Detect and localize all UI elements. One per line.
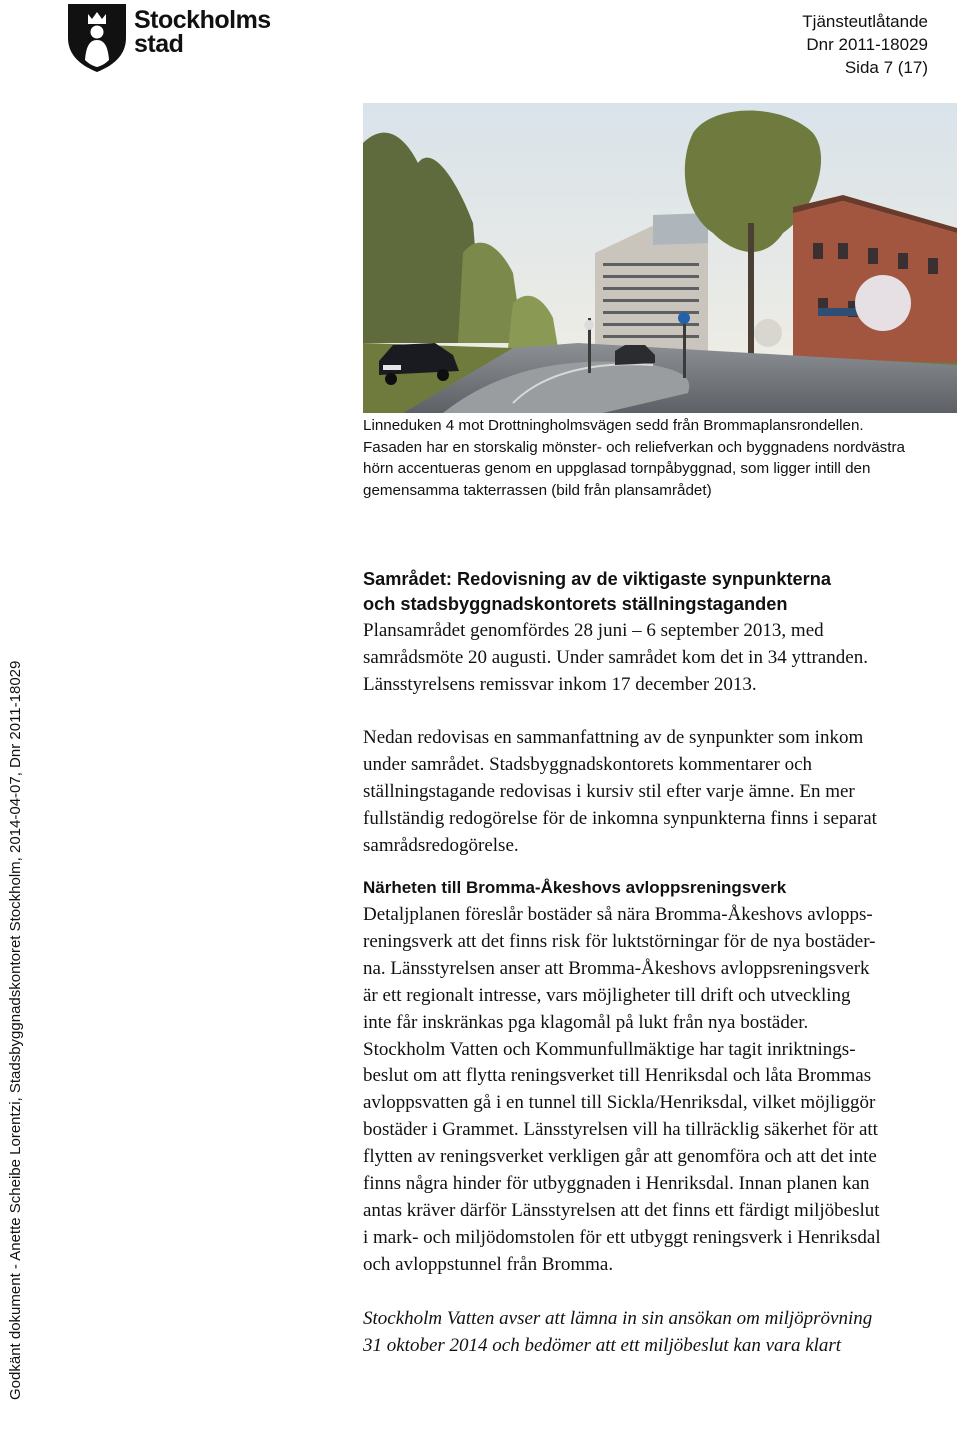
subheading-text: Närheten till Bromma-Åkeshovs avloppsreningsverk (363, 878, 787, 897)
paragraph-line: beslut om att flytta reningsverket till Henriksdal och låta Brommas (363, 1065, 872, 1087)
paragraph-line: Stockholm Vatten avser att lämna in sin ansökan om miljöprövning (363, 1308, 873, 1329)
paragraph-line: i mark- och miljödomstolen för ett utbyggt reningsverk i Henriksdal (363, 1226, 881, 1248)
caption-line: gemensamma takterrassen (bild från plansamrådet) (363, 481, 712, 499)
document-header (802, 10, 928, 79)
approval-stamp-text: Godkänt dokument - Anette Scheibe Lorentzi, Stadsbyggnadskontoret Stockholm, 2014-04-07, Dnr 2011-18029 (7, 660, 24, 1400)
paragraph-consultation-dates (363, 618, 953, 699)
paragraph-line: 31 oktober 2014 och bedömer att ett miljöbeslut kan vara klart (363, 1334, 842, 1356)
section-heading-line: och stadsbyggnadskontorets ställningstaganden (363, 594, 788, 614)
logo-line-1: Stockholms (134, 6, 271, 34)
document-number: Dnr 2011-18029 (806, 35, 928, 54)
page-number: Sida 7 (17) (844, 58, 928, 77)
paragraph-line: samrådsredogörelse. (363, 834, 519, 856)
paragraph-line: Nedan redovisas en sammanfattning av de synpunkter som inkom (363, 727, 864, 748)
paragraph-line: Plansamrådet genomfördes 28 juni – 6 september 2013, med (363, 620, 824, 641)
paragraph-line: na. Länsstyrelsen anser att Bromma-Åkeshovs avloppsreningsverk (363, 957, 870, 979)
paragraph-line: avloppsvatten gå i en tunnel till Sickla/Henriksdal, vilket möjliggör (363, 1092, 876, 1114)
caption-line: Linneduken 4 mot Drottningholmsvägen sedd från Brommaplansrondellen. (363, 417, 864, 434)
paragraph-line: bostäder i Grammet. Länsstyrelsen vill ha tillräcklig säkerhet för att (363, 1119, 878, 1141)
paragraph-line: Detaljplanen föreslår bostäder så nära Bromma-Åkeshovs avlopps- (363, 904, 873, 925)
paragraph-line: Länsstyrelsens remissvar inkom 17 december 2013. (363, 673, 757, 695)
caption-line: hörn accentueras genom en uppglasad tornpåbyggnad, som ligger intill den (363, 460, 871, 477)
paragraph-line: antas kräver därför Länsstyrelsen att det finns ett färdigt miljöbeslut (363, 1199, 880, 1221)
paragraph-line: samrådsmöte 20 augusti. Under samrådet kom det in 34 yttranden. (363, 646, 868, 668)
paragraph-line: finns några hinder för utbyggnaden i Henriksdal. Innan planen kan (363, 1173, 870, 1195)
paragraph-line: och avloppstunnel från Bromma. (363, 1253, 614, 1275)
paragraph-line: är ett regionalt intresse, vars möjligheter till drift och utveckling (363, 984, 851, 1006)
subheading (363, 876, 786, 900)
photo-caption (363, 415, 943, 501)
paragraph-line: under samrådet. Stadsbyggnadskontorets kommentarer och (363, 753, 813, 775)
section-heading-line: Samrådet: Redovisning av de viktigaste synpunkterna (363, 569, 831, 589)
paragraph-line: reningsverk att det finns risk för luktstörningar för de nya bostäder- (363, 930, 876, 952)
street-view-photo (363, 103, 957, 413)
section-heading (363, 567, 943, 617)
logo-line-2: stad (134, 30, 184, 58)
paragraph-line: flytten av reningsverket verkligen går att genomföra och att det inte (363, 1146, 877, 1168)
paragraph-line: Stockholm Vatten och Kommunfullmäktige har tagit inriktnings- (363, 1038, 856, 1060)
paragraph-line: inte får inskränkas pga klagomål på lukt från nya bostäder. (363, 1011, 809, 1033)
paragraph-office-comment (363, 1306, 953, 1360)
logo-wordmark (134, 8, 271, 56)
caption-line: Fasaden har en storskalig mönster- och reliefverkan och byggnadens nordvästra (363, 438, 905, 456)
paragraph-line: ställningstagande redovisas i kursiv stil efter varje ämne. En mer (363, 780, 855, 802)
paragraph-treatment-plant (363, 902, 953, 1279)
coat-of-arms-icon (66, 2, 128, 74)
stockholms-stad-logo (66, 2, 286, 74)
document-type: Tjänsteutlåtande (802, 12, 928, 31)
paragraph-summary-intro (363, 725, 953, 860)
paragraph-line: fullständig redogörelse för de inkomna synpunkterna finns i separat (363, 807, 877, 829)
